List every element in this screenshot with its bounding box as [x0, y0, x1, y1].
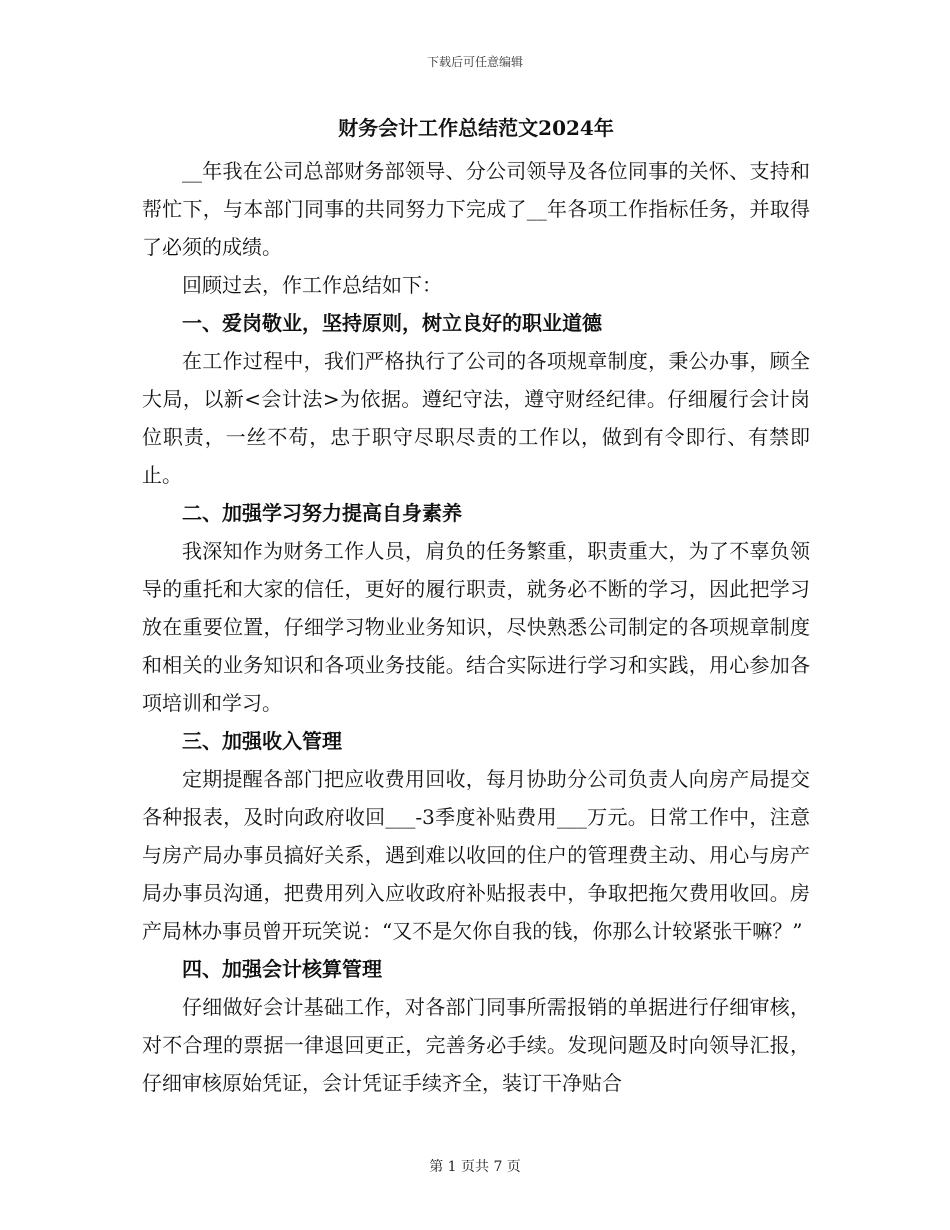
document-body	[142, 112, 810, 1102]
review-paragraph: 回顾过去，作工作总结如下：	[182, 273, 442, 297]
page-number: 第 1 页共 7 页	[429, 1159, 521, 1175]
section-heading-2: 二、加强学习努力提高自身素养	[182, 501, 462, 525]
intro-paragraph: __年我在公司总部财务部领导、分公司领导及各位同事的关怀、支持和帮忙下，与本部门同事的共同努力下完成了__年各项工作指标任务，并取得了必须的成绩。	[142, 159, 810, 259]
section-body-4: 仔细做好会计基础工作，对各部门同事所需报销的单据进行仔细审核，对不合理的票据一律退回更正，完善务必手续。发现问题及时向领导汇报，仔细审核原始凭证，会计凭证手续齐全，装订干净贴合	[142, 995, 810, 1095]
section-body-1: 在工作过程中，我们严格执行了公司的各项规章制度，秉公办事，顾全大局，以新<会计法>为依据。遵纪守法，遵守财经纪律。仔细履行会计岗位职责，一丝不苟，忠于职守尽职尽责的工作以，做到有令即行、有禁即止。	[142, 349, 810, 487]
section-body-2: 我深知作为财务工作人员，肩负的任务繁重，职责重大，为了不辜负领导的重托和大家的信任，更好的履行职责，就务必不断的学习，因此把学习放在重要位置，仔细学习物业业务知识，尽快熟悉公司制定的各项规章制度和相关的业务知识和各项业务技能。结合实际进行学习和实践，用心参加各项培训和学习。	[142, 539, 810, 715]
section-body-3: 定期提醒各部门把应收费用回收，每月协助分公司负责人向房产局提交各种报表，及时向政府收回___-3季度补贴费用___万元。日常工作中，注意与房产局办事员搞好关系，遇到难以收回的住户的管理费主动、用心与房产局办事员沟通，把费用列入应收政府补贴报表中，争取把拖欠费用收回。房产局林办事员曾开玩笑说：“又不是欠你自我的钱，你那么计较紧张干嘛？”	[142, 767, 810, 943]
section-heading-4: 四、加强会计核算管理	[182, 957, 382, 981]
document-title: 财务会计工作总结范文2024年	[338, 116, 614, 140]
section-heading-3: 三、加强收入管理	[182, 729, 342, 753]
header-note: 下载后可任意编辑	[426, 55, 523, 69]
section-heading-1: 一、爱岗敬业，坚持原则，树立良好的职业道德	[182, 311, 602, 335]
